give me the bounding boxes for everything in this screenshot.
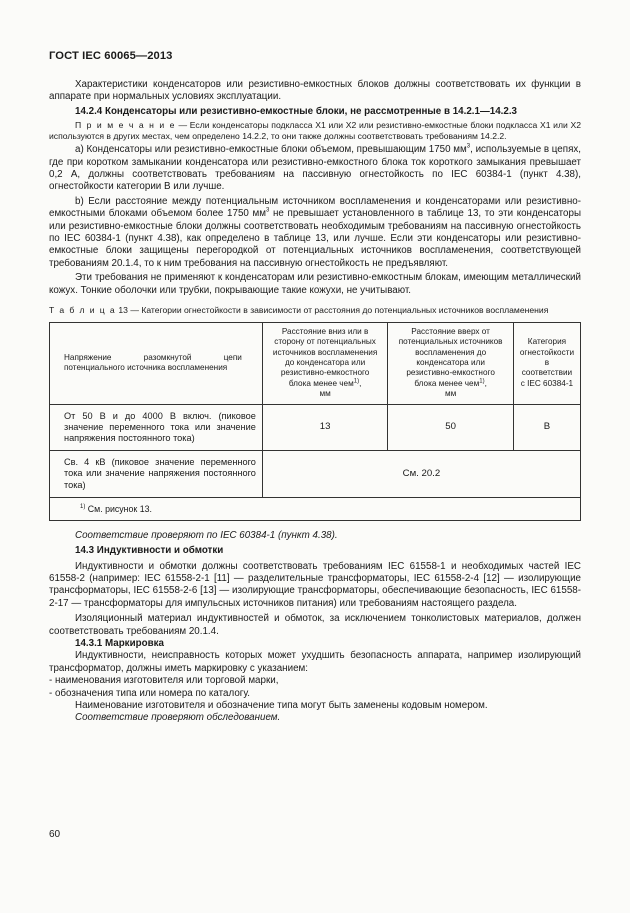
unit: мм — [444, 389, 457, 399]
metal-case-paragraph: Эти требования не применяют к конденсаторам или резистивно-емкостным блокам, имеющим металлический кожух. Тонкие оболочки или трубки, покрывающие такие кожухи, не учитывают. — [49, 272, 581, 296]
table-caption-text: 13 — Категории огнестойкости в зависимости от расстояния до потенциальных источников воспламенения — [116, 305, 549, 316]
superscript: 3 — [265, 207, 270, 214]
intro-paragraph: Характеристики конденсаторов или резистивно-емкостных блоков должны соответствовать их функции в аппарате при нормальных условиях эксплуатации. — [49, 79, 581, 103]
cell-voltage: От 50 В и до 4000 В включ. (пиковое значение переменного тока или значение напряжения постоянного тока) — [50, 404, 263, 451]
footnote-ref: 1) — [479, 377, 485, 384]
item-b-text: b) Если расстояние между потенциальным источником воспламенения и конденсаторами или резистивно-емкостными блоками объемом более 1750 мм — [49, 195, 581, 220]
header-distance-down: Расстояние вниз или в сторону от потенциальных источников воспламенения до конденсатора или резистивно-емкостного блока менее чем$^{1)}$, мм — [262, 322, 388, 404]
table-caption — [49, 305, 581, 316]
item-a-paragraph — [49, 144, 581, 194]
note-paragraph — [49, 120, 581, 142]
list-item: - обозначения типа или номера по каталогу. — [49, 687, 250, 699]
footnote-text: См. рисунок 13. — [85, 503, 152, 514]
header-text: Расстояние вниз или в сторону от потенциальных источников воспламенения до конденсатора или резистивно-емкостного блока менее чем — [272, 326, 378, 388]
compliance-1: Соответствие проверяют по IEC 60384-1 (пункт 4.38). — [75, 529, 338, 541]
header-text: Расстояние вверх от потенциальных источников воспламенения до конденсатора или резистивно-емкостного блока менее чем — [398, 326, 503, 388]
table-footnote-row — [50, 497, 581, 520]
superscript: 3 — [466, 143, 471, 150]
table-header-row — [50, 322, 581, 404]
section-14-3-paragraph: Изоляционный материал индуктивностей и обмоток, за исключением тонколистовых материалов, должен соответствовать требованиям 20.1.4. — [49, 613, 581, 637]
note-label: П р и м е ч а н и е — [75, 120, 176, 131]
item-a-text-cont: , используемые в цепях, где при коротком замыкании конденсатора или резистивно-емкостного блока ток короткого замыкания превышает 0,2 А, должны соответствовать требованиям на пассивную огнестойкость по IEC 60384-1 (пункт 4.38), огнестойкости категории В или лучше. — [49, 144, 581, 193]
section-14-3-1-title: 14.3.1 Маркировка — [75, 638, 164, 649]
item-b-text-cont: не превышает установленного в таблице 13, то эти конденсаторы или резистивно-емкостные блоки должны соответствовать необходимым требованиям на пассивную огнестойкость по IEC 60384-1 (пункт 4.38), как определено в таблице 13, или лучше. Если эти конденсаторы или резистивно-емкостные блоки защищены перегородкой от потенциальных источников воспламенения, соответствующей требованиям 20.1.4, то к ним требования на пассивную огнестойкость не предъявляют. — [49, 208, 581, 269]
cell-distance-up: 50 — [388, 404, 514, 451]
header-distance-up: Расстояние вверх от потенциальных источников воспламенения до конденсатора или резистивно-емкостного блока менее чем$^{1)}$, мм — [388, 322, 514, 404]
table-label: Т а б л и ц а — [49, 305, 116, 316]
item-a-text: а) Конденсаторы или резистивно-емкостные блоки объемом, превышающим 1750 мм — [75, 144, 467, 156]
footnote-ref: 1) — [353, 377, 360, 384]
header-category: Категория огнестойкости в соответствии с IEC 60384-1 — [513, 322, 580, 404]
note-text: — Если конденсаторы подкласса Х1 или Х2 или резистивно-емкостные блоки подкласса Х1 или Х2 используются в других местах, чем определено 14.2.2, то они также должны соответствовать требованиям 14.2.2. — [49, 120, 581, 142]
marking-paragraph: Индуктивности, неисправность которых может ухудшить безопасность аппарата, например изолирующий трансформатор, должны иметь маркировку с указанием: — [49, 650, 581, 674]
section-14-2-4-title: 14.2.4 Конденсаторы или резистивно-емкостные блоки, не рассмотренные в 14.2.1—14.2.3 — [75, 105, 517, 117]
document-header: ГОСТ IEC 60065—2013 — [49, 50, 173, 62]
cell-voltage: Св. 4 кВ (пиковое значение переменного тока или значение напряжения постоянного тока) — [50, 451, 263, 498]
header-voltage: Напряжение разомкнутой цепи потенциального источника воспламенения — [50, 322, 263, 404]
section-14-3-title: 14.3 Индуктивности и обмотки — [75, 545, 224, 557]
compliance-2: Соответствие проверяют обследованием. — [75, 712, 281, 724]
cell-category: В — [513, 404, 580, 451]
list-item: - наименования изготовителя или торговой марки, — [49, 675, 279, 687]
cell-merged: См. 20.2 — [262, 451, 580, 498]
table-row — [50, 451, 581, 498]
table-13 — [49, 322, 581, 521]
page-number: 60 — [49, 829, 61, 840]
cell-distance-down: 13 — [262, 404, 388, 451]
table-footnote — [50, 497, 581, 520]
section-14-3-paragraph: Индуктивности и обмотки должны соответствовать требованиям IEC 61558-1 и необходимых частей IEC 61558-2 (например: IEC 61558-2-1 [11] — разделительные трансформаторы, IEC 61558-2-4 [12] — изолирующие трансформаторы, IEC 61558-2-6 [13] — изолирующие трансформаторы, обеспечивающие безопасность, IEC 61558-2-17 — трансформаторы для импульсных источников питания) или требованиям настоящего раздела. — [49, 560, 581, 609]
unit: мм — [319, 389, 331, 399]
table-row — [50, 404, 581, 451]
footnote-mark: 1) — [80, 503, 86, 510]
page-body — [49, 79, 581, 725]
marking-paragraph: Наименование изготовителя и обозначение типа могут быть заменены кодовым номером. — [75, 700, 488, 712]
item-b-paragraph — [49, 196, 581, 270]
